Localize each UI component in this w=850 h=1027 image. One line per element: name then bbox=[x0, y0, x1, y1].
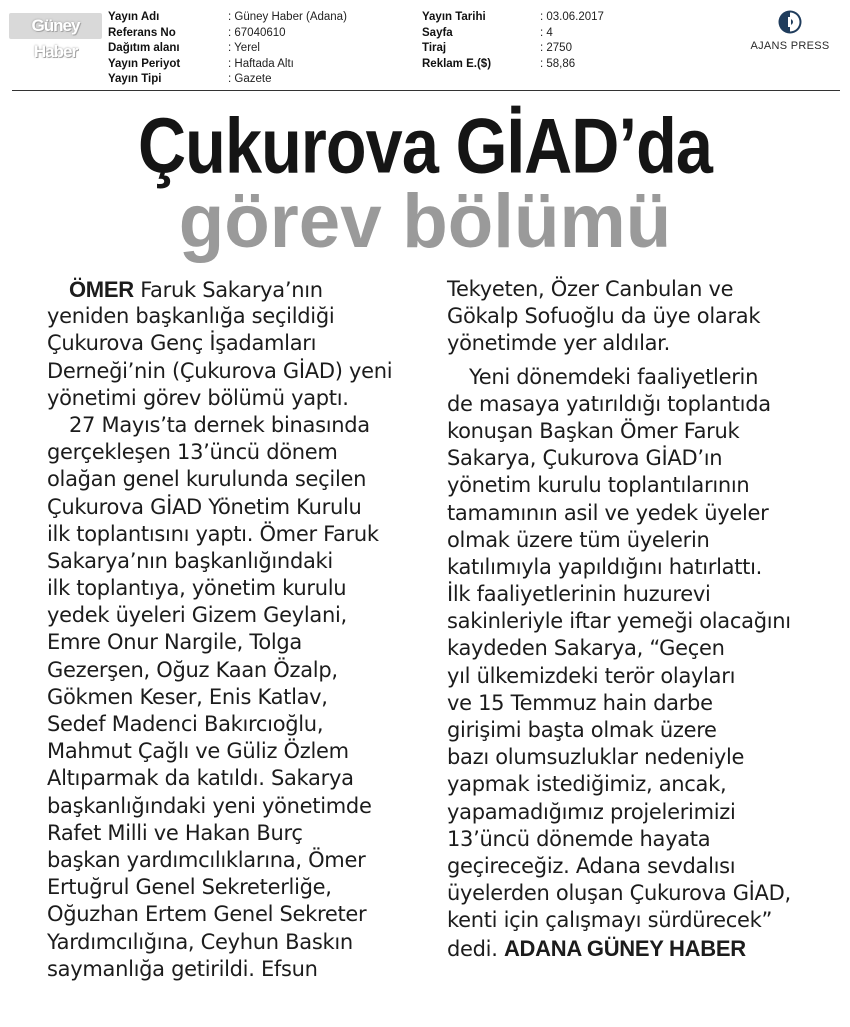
article-line bbox=[447, 500, 791, 527]
line-text: gerçekleşen 13’üncü dönem bbox=[47, 440, 338, 465]
article-line bbox=[447, 771, 791, 798]
article-line bbox=[47, 929, 392, 956]
article-line bbox=[447, 690, 791, 717]
article-line bbox=[447, 935, 791, 962]
line-text: Gökmen Keser, Enis Katlav, bbox=[47, 684, 328, 709]
article-line bbox=[47, 629, 392, 656]
line-text: Sakarya, Çukurova GİAD’ın bbox=[447, 446, 723, 471]
line-text: dedi. bbox=[447, 936, 504, 961]
article-line bbox=[447, 744, 791, 771]
meta-label: Dağıtım alanı bbox=[108, 42, 180, 54]
line-text: Rafet Milli ve Hakan Burç bbox=[47, 820, 303, 845]
article-line bbox=[447, 527, 791, 554]
line-text: ilk toplantısını yaptı. Ömer Faruk bbox=[47, 521, 379, 546]
meta-row bbox=[108, 72, 347, 88]
article-line bbox=[447, 472, 791, 499]
line-text: de masaya yatırıldığı toplantıda bbox=[447, 391, 771, 416]
line-text: girişimi başta olmak üzere bbox=[447, 718, 717, 742]
article-line bbox=[447, 717, 791, 744]
article-line bbox=[47, 521, 392, 548]
line-text: ilk toplantıya, yönetim kurulu bbox=[47, 576, 347, 601]
article-line bbox=[447, 853, 791, 880]
line-text: tamamının asil ve yedek üyeler bbox=[447, 500, 769, 525]
article-line bbox=[47, 358, 392, 385]
article-line bbox=[47, 874, 392, 901]
article-line bbox=[447, 663, 791, 690]
article-line bbox=[47, 330, 392, 357]
line-text: İlk faaliyetlerinin huzurevi bbox=[447, 582, 711, 607]
line-text: sakinleriyle iftar yemeği olacağını bbox=[447, 609, 791, 634]
article-line bbox=[447, 608, 791, 635]
line-text: Altıparmak da katıldı. Sakarya bbox=[47, 766, 354, 791]
article-line bbox=[47, 466, 392, 493]
article-line bbox=[447, 364, 791, 391]
meta-value: : 4 bbox=[540, 26, 553, 39]
article-line bbox=[47, 738, 392, 765]
agency-logo bbox=[740, 10, 840, 52]
line-text: yeniden başkanlığa seçildiği bbox=[47, 304, 335, 329]
line-text: başkanlığındaki yeni yönetimde bbox=[47, 793, 372, 818]
line-text: olmak üzere tüm üyelerin bbox=[447, 527, 710, 552]
meta-label: Sayfa bbox=[422, 26, 453, 39]
headline-line-2: görev bölümü bbox=[178, 179, 672, 264]
line-text: Çukurova Genç İşadamları bbox=[47, 331, 317, 356]
clipping-header bbox=[0, 0, 850, 92]
meta-value: : 2750 bbox=[540, 42, 572, 54]
line-text: Emre Onur Nargile, Tolga bbox=[47, 630, 303, 655]
article-line bbox=[447, 391, 791, 418]
meta-row bbox=[108, 10, 347, 26]
meta-row bbox=[108, 26, 347, 42]
article-line bbox=[447, 554, 791, 581]
article-line bbox=[47, 847, 392, 874]
article-line bbox=[47, 684, 392, 711]
line-text: Faruk Sakarya’nın bbox=[133, 278, 323, 302]
line-text: Tekyeten, Özer Canbulan ve bbox=[447, 277, 734, 301]
byline: ADANA GÜNEY HABER bbox=[503, 935, 746, 961]
line-text: bazı olumsuzluklar nedeniyle bbox=[447, 745, 745, 770]
meta-value: : 03.06.2017 bbox=[540, 11, 604, 23]
meta-label: Yayın Tarihi bbox=[422, 11, 486, 23]
meta-row bbox=[422, 10, 604, 26]
line-text: başkan yardımcılıklarına, Ömer bbox=[47, 847, 366, 872]
line-text: Derneği’nin (Çukurova GİAD) yeni bbox=[47, 358, 393, 383]
publication-meta-right bbox=[422, 10, 604, 72]
line-text: Sakarya’nın başkanlığındaki bbox=[47, 548, 333, 573]
line-text: Mahmut Çağlı ve Güliz Özlem bbox=[47, 739, 349, 764]
line-text: 13’üncü dönemde hayata bbox=[447, 826, 711, 851]
line-text: ve 15 Temmuz hain darbe bbox=[447, 690, 713, 715]
newspaper-logo: Güney Haber bbox=[9, 13, 102, 39]
article-column-left bbox=[47, 276, 392, 983]
meta-label: Tiraj bbox=[422, 42, 447, 54]
article-column-right bbox=[447, 276, 791, 962]
meta-value: : 67040610 bbox=[228, 26, 286, 39]
article-line bbox=[47, 765, 392, 792]
meta-row bbox=[108, 41, 347, 57]
agency-name: AJANS PRESS bbox=[750, 40, 830, 52]
line-text: Gökalp Sofuoğlu da üye olarak bbox=[447, 304, 761, 329]
article-line bbox=[47, 793, 392, 820]
meta-row bbox=[422, 26, 604, 42]
article-line bbox=[47, 602, 392, 629]
line-text: yönetim kurulu toplantılarının bbox=[447, 473, 750, 498]
article-line bbox=[447, 330, 791, 357]
line-text: Gezerşen, Oğuz Kaan Özalp, bbox=[47, 657, 338, 682]
line-text: 27 Mayıs’ta dernek binasında bbox=[69, 412, 370, 437]
meta-label: Reklam E.($) bbox=[422, 57, 492, 70]
meta-row bbox=[108, 57, 347, 73]
line-text: üyelerden oluşan Çukurova GİAD, bbox=[447, 881, 791, 906]
article-line bbox=[447, 907, 791, 934]
article-line bbox=[447, 303, 791, 330]
article-line bbox=[47, 439, 392, 466]
agency-mark-icon bbox=[778, 10, 802, 34]
article-line bbox=[447, 826, 791, 853]
meta-label: Yayın Adı bbox=[108, 11, 160, 23]
line-text: Oğuzhan Ertem Genel Sekreter bbox=[47, 902, 367, 927]
meta-value: : Gazete bbox=[228, 73, 272, 85]
line-text: geçireceğiz. Adana sevdalısı bbox=[447, 853, 736, 878]
article-line bbox=[47, 494, 392, 521]
article-line bbox=[447, 880, 791, 907]
meta-label: Referans No bbox=[108, 26, 176, 39]
meta-value: : Yerel bbox=[228, 42, 260, 54]
meta-value: : Güney Haber (Adana) bbox=[228, 11, 347, 23]
article-line bbox=[47, 657, 392, 684]
article-line bbox=[47, 276, 392, 303]
meta-label: Yayın Periyot bbox=[108, 57, 181, 70]
article-line bbox=[47, 956, 392, 983]
line-text: yıl ülkemizdeki terör olayları bbox=[447, 663, 736, 688]
meta-value: : 58,86 bbox=[540, 57, 576, 70]
headline-line-1: Çukurova GİAD’da bbox=[137, 102, 713, 190]
line-text: Yardımcılığına, Ceyhun Baskın bbox=[47, 929, 353, 954]
line-text: yapamadığımız projelerimizi bbox=[447, 799, 736, 824]
line-text: kenti için çalışmayı sürdürecek” bbox=[447, 908, 773, 933]
meta-label: Yayın Tipi bbox=[108, 73, 162, 85]
line-text: yönetimde yer aldılar. bbox=[447, 331, 670, 356]
article-line bbox=[447, 581, 791, 608]
article-line bbox=[47, 901, 392, 928]
article-line bbox=[447, 418, 791, 445]
meta-value: : Haftada Altı bbox=[228, 57, 294, 70]
article-line bbox=[447, 635, 791, 662]
line-text: kaydeden Sakarya, “Geçen bbox=[447, 636, 725, 661]
line-text: yedek üyeleri Gizem Geylani, bbox=[47, 603, 347, 628]
line-text: Sedef Madenci Bakırcıoğlu, bbox=[47, 712, 324, 736]
article-line bbox=[47, 548, 392, 575]
line-text: yönetimi görev bölümü yaptı. bbox=[47, 385, 349, 410]
publication-meta-left bbox=[108, 10, 347, 88]
article-line bbox=[447, 799, 791, 826]
line-text: Yeni dönemdeki faaliyetlerin bbox=[469, 364, 759, 389]
line-text: Ertuğrul Genel Sekreterliğe, bbox=[47, 875, 332, 900]
line-text: olağan genel kurulunda seçilen bbox=[47, 467, 367, 492]
line-text: konuşan Başkan Ömer Faruk bbox=[447, 418, 740, 443]
article-line bbox=[47, 711, 392, 738]
article-line bbox=[47, 303, 392, 330]
lead-word: ÖMER bbox=[69, 277, 134, 302]
article-line bbox=[447, 276, 791, 303]
article-line bbox=[447, 445, 791, 472]
header-divider bbox=[12, 90, 840, 91]
article-line bbox=[47, 412, 392, 439]
meta-row bbox=[422, 41, 604, 57]
article-line bbox=[47, 820, 392, 847]
article-line bbox=[47, 575, 392, 602]
line-text: saymanlığa getirildi. Efsun bbox=[47, 956, 318, 981]
line-text: katılımıyla yapıldığını hatırlattı. bbox=[447, 554, 763, 579]
line-text: yapmak istediğimiz, ancak, bbox=[447, 772, 727, 797]
meta-row bbox=[422, 57, 604, 73]
article-line bbox=[47, 385, 392, 412]
line-text: Çukurova GİAD Yönetim Kurulu bbox=[47, 494, 362, 519]
